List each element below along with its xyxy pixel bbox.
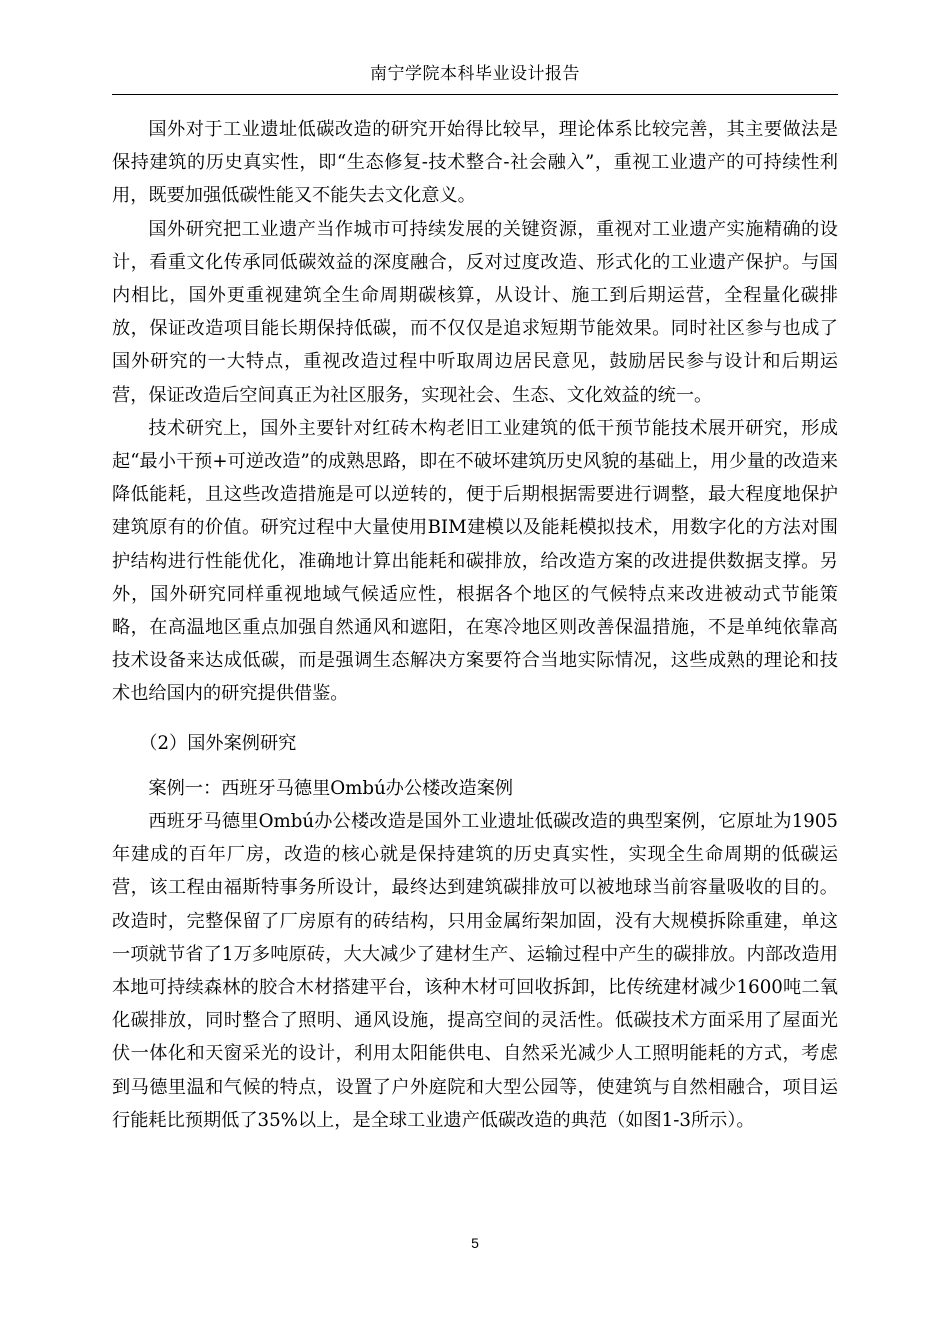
page-header-title: 南宁学院本科毕业设计报告: [370, 64, 580, 84]
paragraph-technical-research: 技术研究上，国外主要针对红砖木构老旧工业建筑的低干预节能技术展开研究，形成起“最小干预+可逆改造”的成熟思路，即在不破坏建筑历史风貌的基础上，用少量的改造来降低能耗，且这些改造措施是可以逆转的，便于后期根据需要进行调整，最大程度地保护建筑原有的价值。研究过程中大量使用BIM建模以及能耗模拟技术，用数字化的方法对围护结构进行性能优化，准确地计算出能耗和碳排放，给改造方案的改进提供数据支撑。另外，国外研究同样重视地域气候适应性，根据各个地区的气候特点来改进被动式节能策略，在高温地区重点加强自然通风和遮阳，在寒冷地区则改善保温措施，不是单纯依靠高技术设备来达成低碳，而是强调生态解决方案要符合当地实际情况，这些成熟的理论和技术也给国内的研究提供借鉴。: [112, 417, 838, 705]
paragraph-ombu-case: 西班牙马德里Ombú办公楼改造是国外工业遗址低碳改造的典型案例，它原址为1905年建成的百年厂房，改造的核心就是保持建筑的历史真实性，实现全生命周期的低碳运营，该工程由福斯特事务所设计，最终达到建筑碳排放可以被地球当前容量吸收的目的。改造时，完整保留了厂房原有的砖结构，只用金属绗架加固，没有大规模拆除重建，单这一项就节省了1万多吨原砖，大大减少了建材生产、运输过程中产生的碳排放。内部改造用本地可持续森林的胶合木材搭建平台，该种木材可回收拆卸，比传统建材减少1600吨二氧化碳排放，同时整合了照明、通风设施，提高空间的灵活性。低碳技术方面采用了屋面光伏一体化和天窗采光的设计，利用太阳能供电、自然采光减少人工照明能耗的方式，考虑到马德里温和气候的特点，设置了户外庭院和大型公园等，使建筑与自然相融合，项目运行能耗比预期低了35%以上，是全球工业遗产低碳改造的典范（如图1-3所示）。: [112, 811, 838, 1131]
page-number: 5: [471, 1235, 479, 1251]
case-heading-ombu: 案例一：西班牙马德里Ombú办公楼改造案例: [148, 777, 514, 799]
paragraph-foreign-research-overview: 国外对于工业遗址低碳改造的研究开始得比较早，理论体系比较完善，其主要做法是保持建筑的历史真实性，即“生态修复-技术整合-社会融入”，重视工业遗产的可持续性利用，既要加强低碳性能又不能失去文化意义。: [112, 119, 838, 207]
paragraph-foreign-research-resources: 国外研究把工业遗产当作城市可持续发展的关键资源，重视对工业遗产实施精确的设计，看重文化传承同低碳效益的深度融合，反对过度改造、形式化的工业遗产保护。与国内相比，国外更重视建筑全生命周期碳核算，从设计、施工到后期运营，全程量化碳排放，保证改造项目能长期保持低碳，而不仅仅是追求短期节能效果。同时社区参与也成了国外研究的一大特点，重视改造过程中听取周边居民意见，鼓励居民参与设计和后期运营，保证改造后空间真正为社区服务，实现社会、生态、文化效益的统一。: [112, 218, 838, 406]
header-divider: [112, 94, 838, 95]
body-text: [112, 113, 838, 1137]
section-heading-foreign-cases: （2）国外案例研究: [139, 732, 297, 754]
